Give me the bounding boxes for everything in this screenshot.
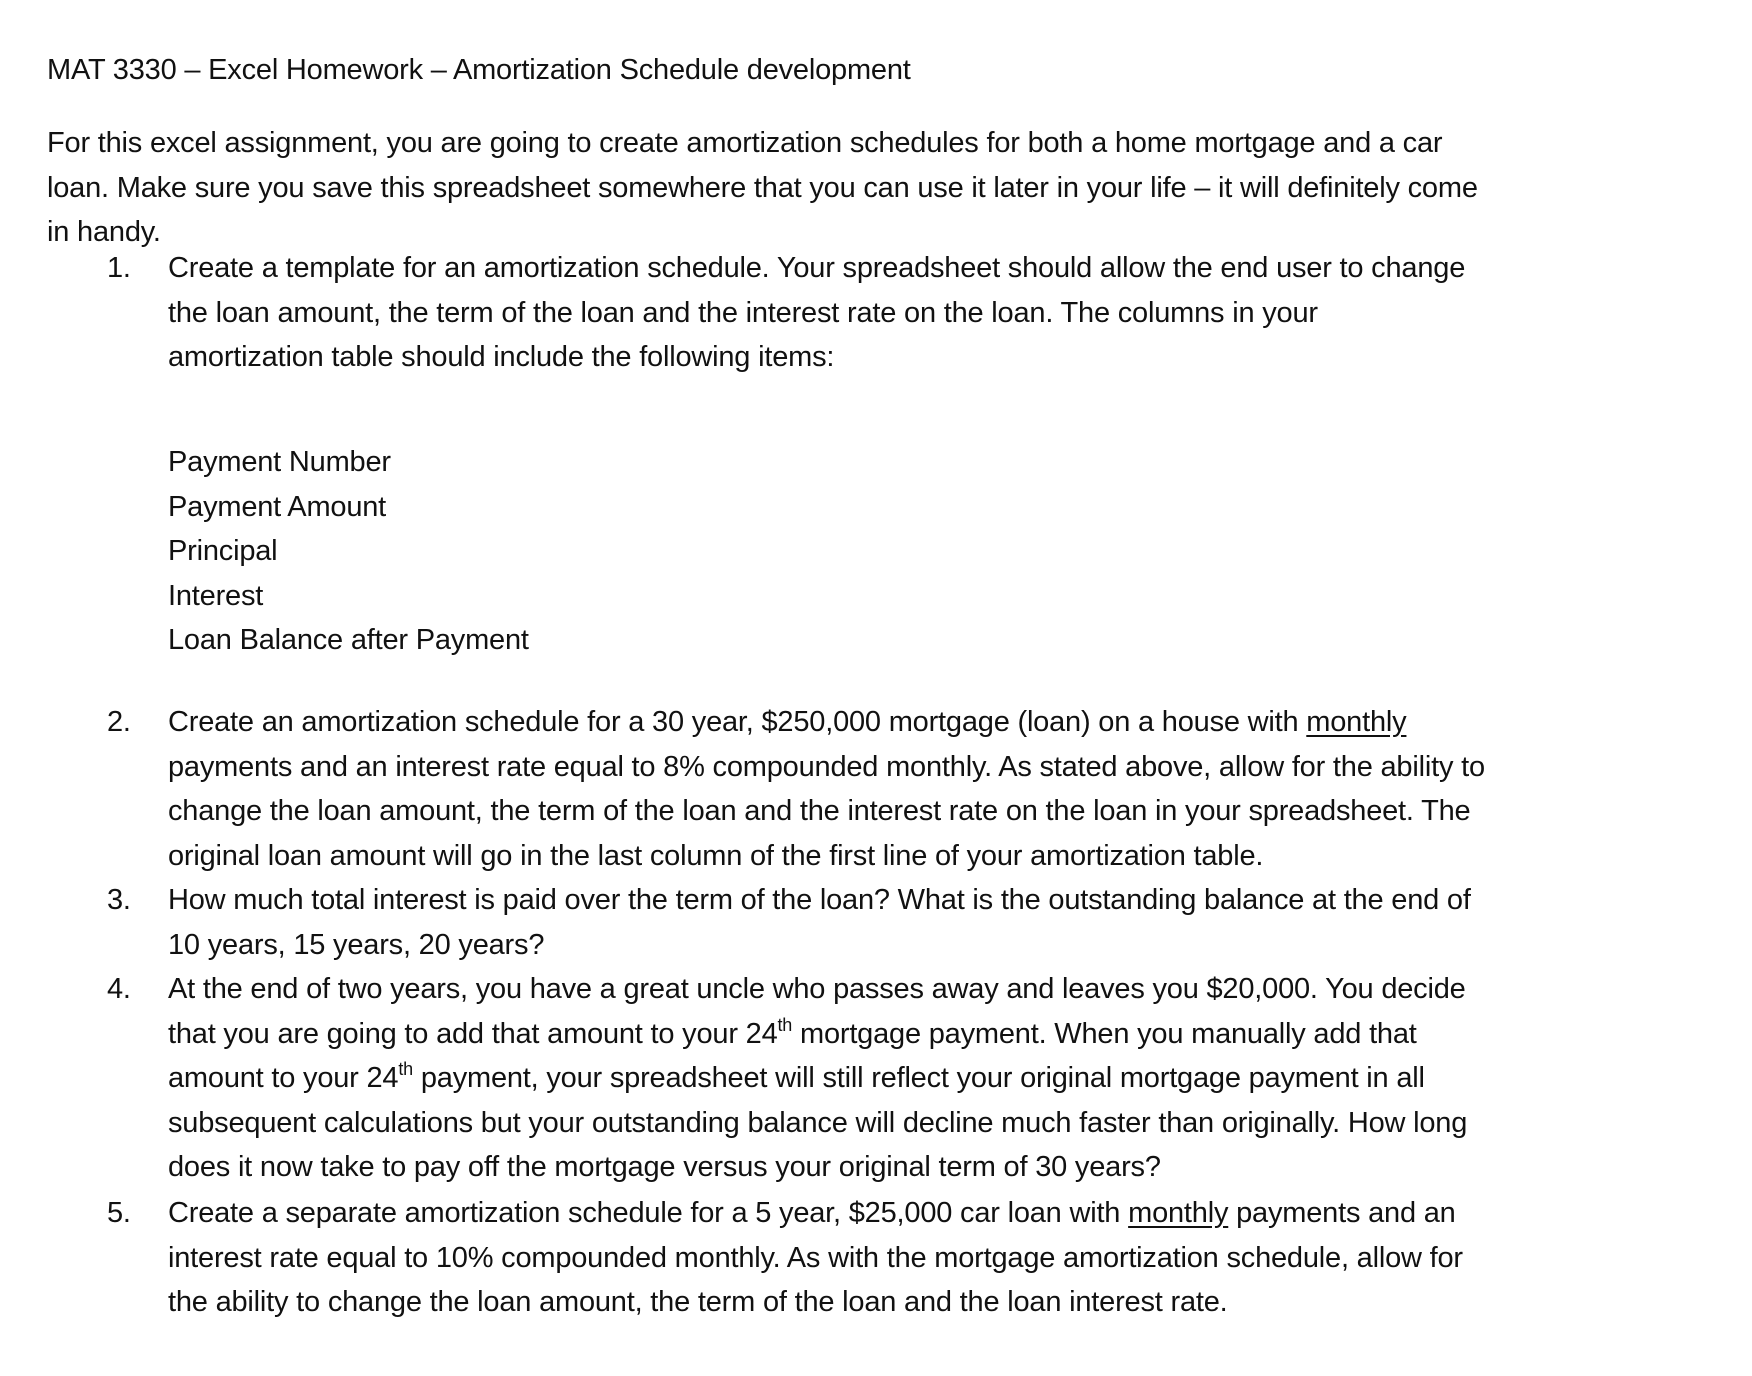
text-run: payments and an	[1228, 1197, 1456, 1229]
text-run: mortgage payment. When you manually add that	[792, 1017, 1417, 1050]
column-item: Interest	[168, 579, 264, 612]
list-number: 4.	[107, 973, 131, 1005]
list-item-line	[168, 700, 1728, 745]
underlined-text: monthly	[1306, 706, 1407, 738]
list-item-2	[168, 700, 1728, 878]
list-item-1	[168, 246, 1728, 380]
list-item-line	[168, 1191, 1728, 1236]
underlined-text: monthly	[1128, 1197, 1229, 1229]
list-item-line	[168, 1012, 1728, 1057]
list-item-line: interest rate equal to 10% compounded monthly. As with the mortgage amortization schedule, allow for	[168, 1241, 1463, 1274]
list-item-line: the ability to change the loan amount, the term of the loan and the loan interest rate.	[168, 1286, 1228, 1318]
list-item-line: original loan amount will go in the last column of the first line of your amortization table.	[168, 839, 1264, 872]
text-run: Create an amortization schedule for a 30 year, $250,000 mortgage (loan) on a house with	[168, 706, 1307, 738]
text-run: payment, your spreadsheet will still reflect your original mortgage payment in all	[412, 1062, 1425, 1094]
intro-paragraph	[47, 121, 1687, 255]
column-item: Loan Balance after Payment	[168, 624, 529, 656]
text-run: Create a separate amortization schedule for a 5 year, $25,000 car loan with	[168, 1197, 1129, 1229]
text-run: that you are going to add that amount to your 24	[168, 1017, 778, 1050]
column-item: Payment Amount	[168, 490, 387, 523]
list-item-line: payments and an interest rate equal to 8% compounded monthly. As stated above, allow for the ability to	[168, 750, 1485, 783]
list-number: 3.	[107, 884, 131, 916]
list-item-line: 10 years, 15 years, 20 years?	[168, 928, 545, 961]
list-number: 5.	[107, 1197, 131, 1229]
document-title: MAT 3330 – Excel Homework – Amortization Schedule development	[47, 54, 911, 86]
intro-line: in handy.	[47, 216, 161, 248]
list-item-3	[168, 878, 1728, 967]
list-item-line: How much total interest is paid over the term of the loan? What is the outstanding balance at the end of	[168, 884, 1471, 916]
column-item: Principal	[168, 535, 278, 567]
superscript: th	[398, 1059, 413, 1079]
text-run: amount to your 24	[168, 1062, 399, 1094]
list-item-line: does it now take to pay off the mortgage versus your original term of 30 years?	[168, 1151, 1161, 1183]
list-number: 1.	[107, 252, 131, 284]
column-item: Payment Number	[168, 446, 391, 478]
list-item-5	[168, 1191, 1728, 1325]
intro-line: loan. Make sure you save this spreadsheet somewhere that you can use it later in your life – it will definitely come	[47, 171, 1478, 204]
list-number: 2.	[107, 706, 131, 738]
superscript: th	[777, 1014, 793, 1035]
list-item-line: change the loan amount, the term of the loan and the interest rate on the loan in your spreadsheet. The	[168, 795, 1471, 827]
list-item-line: At the end of two years, you have a great uncle who passes away and leaves you $20,000. You decide	[168, 973, 1466, 1005]
list-item-line	[168, 1056, 1728, 1101]
list-item-line: Create a template for an amortization schedule. Your spreadsheet should allow the end user to change	[168, 252, 1466, 284]
list-item-line: subsequent calculations but your outstanding balance will decline much faster than originally. How long	[168, 1106, 1468, 1139]
list-item-line: amortization table should include the following items:	[168, 341, 835, 373]
list-item-line: the loan amount, the term of the loan and the interest rate on the loan. The columns in your	[168, 296, 1318, 329]
list-item-4	[168, 967, 1728, 1190]
column-list	[168, 440, 529, 663]
intro-line: For this excel assignment, you are going to create amortization schedules for both a home mortgage and a car	[47, 127, 1443, 159]
